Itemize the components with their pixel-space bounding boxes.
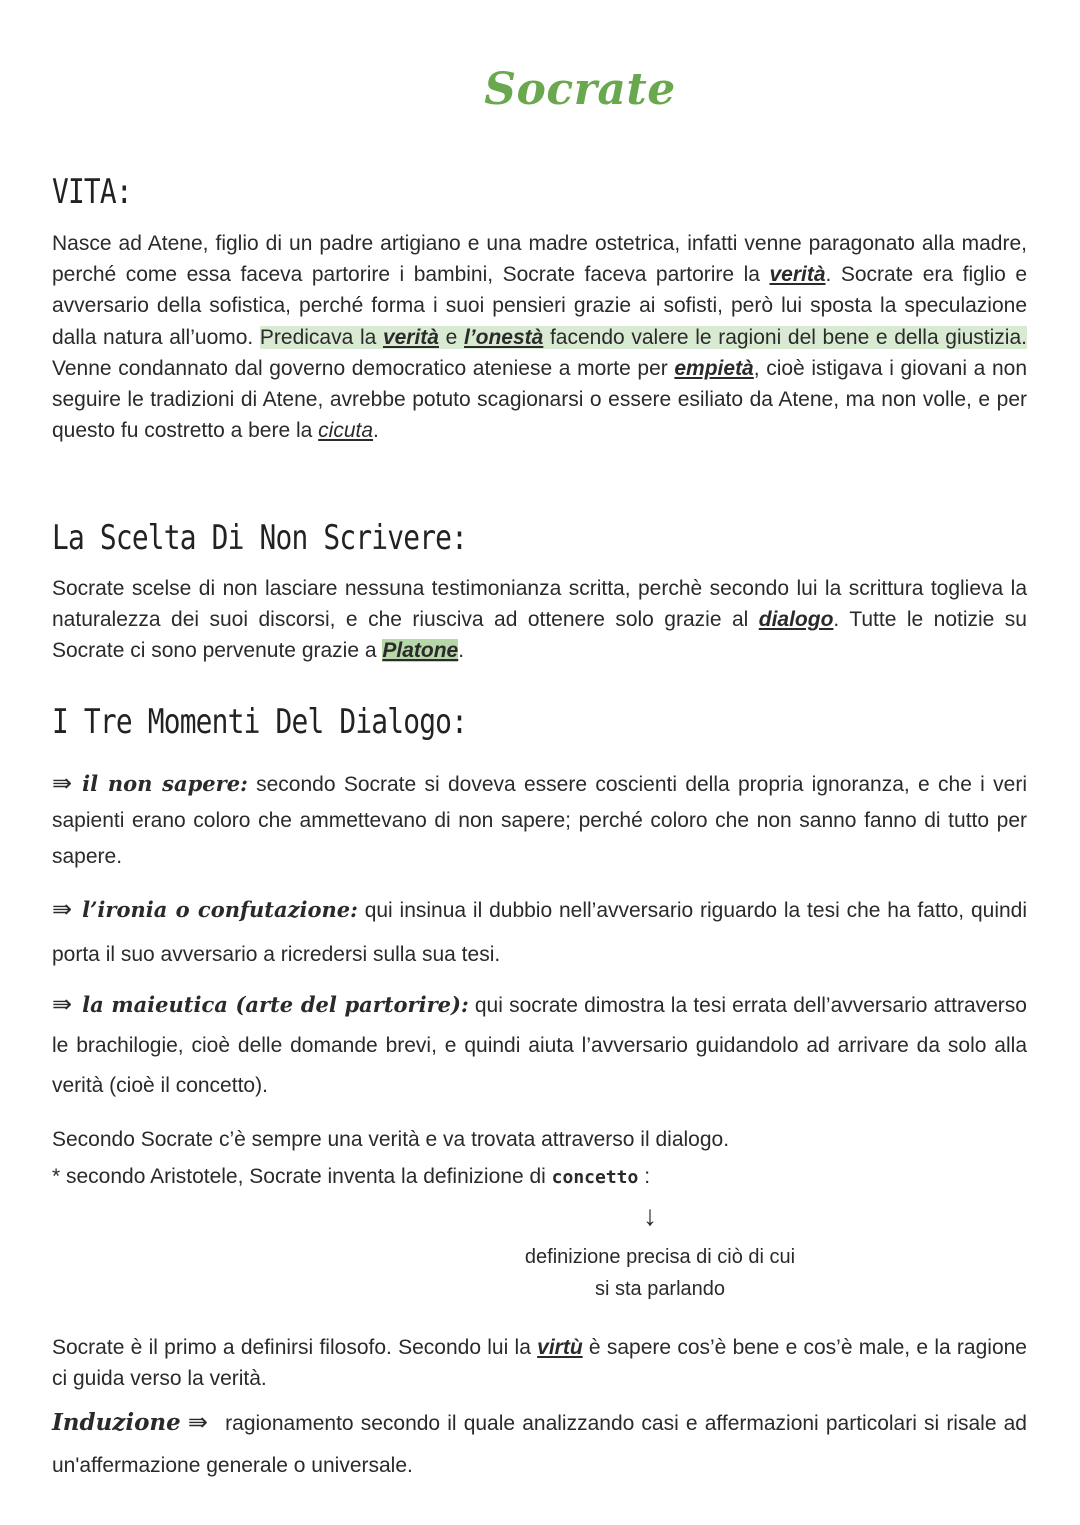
arrow-icon: ⇛ [52,896,73,923]
heading-scelta: La Scelta Di Non Scrivere: [52,518,468,558]
momento-2-label: l’ironia o confutazione: [82,897,358,922]
text: ragionamento secondo il quale analizzando casi e affermazioni particolari si risale ad un'affermazione generale o universale. [52,1412,1027,1477]
page-title: Socrate [484,64,676,115]
text: . Tutte le notizie su Socrate ci sono pervenute grazie a [52,608,1027,663]
concetto-line-2 [52,1161,1027,1193]
paragraph-scelta [52,573,1027,667]
momento-3-label: la maieutica (arte del partorire): [82,992,469,1017]
paragraph-induzione [52,1402,1027,1487]
text: Socrate scelse di non lasciare nessuna testimonianza scritta, perchè secondo lui la scrittura toglieva la naturalezza dei suoi discorsi, e che riusciva ad ottenere solo grazie al [52,577,1027,632]
highlight [260,326,1027,349]
text: : [638,1165,651,1188]
text: qui socrate dimostra la tesi errata dell’avversario attraverso le brachilogie, cioè delle domande brevi, e quindi aiuta l’avversario guidandolo ad arrivare da solo alla verità (cioè il concetto). [52,994,1027,1097]
keyword-virtu: virtù [537,1336,583,1359]
text: . [373,419,379,443]
momento-1 [52,766,1027,875]
keyword-concetto: concetto [551,1167,639,1188]
momento-2 [52,888,1027,977]
keyword-empieta: empietà [674,356,754,380]
keyword-platone: Platone [382,639,459,663]
heading-vita: VITA: [52,172,132,212]
text: * secondo Aristotele, Socrate inventa la definizione di [52,1165,552,1188]
text: Socrate è il primo a definirsi filosofo. Secondo lui la [52,1336,538,1359]
keyword-verita-2: verità [382,325,439,349]
text: qui insinua il dubbio nell’avversario riguardo la tesi che ha fatto, quindi porta il suo avversario a ricredersi sulla sua tesi. [52,899,1028,966]
arrow-icon: ⇛ [52,770,73,797]
paragraph-vita [52,228,1027,446]
arrow-icon: ⇛ [187,1409,209,1436]
text: facendo valere le ragioni del bene e della giustizia. [543,325,1027,349]
text: è sapere cos’è bene e cos’è male, e la ragione ci guida verso la verità. [52,1336,1027,1391]
text: . Socrate era figlio e avversario della sofistica, perché forma i suoi pensieri grazie ai sofisti, però lui sposta la speculazione dalla natura all’uomo. [52,263,1027,349]
momento-1-label: il non sapere: [82,771,248,796]
heading-momenti: I Tre Momenti Del Dialogo: [52,702,468,742]
definition-line-2: si sta parlando [594,1278,726,1300]
keyword-dialogo: dialogo [758,608,834,632]
definition-line-1: definizione precisa di ciò di cui [524,1246,796,1268]
induzione-label: Induzione [52,1409,181,1436]
text: Predicava la [259,325,383,349]
keyword-onesta: l’onestà [463,325,544,349]
down-arrow-icon: ↓ [643,1200,657,1231]
text: Nasce ad Atene, figlio di un padre artigiano e una madre ostetrica, infatti venne paragonato alla madre, perché come essa faceva partorire i bambini, Socrate faceva partorire la [52,232,1027,287]
concetto-line-1: Secondo Socrate c’è sempre una verità e va trovata attraverso il dialogo. [52,1128,730,1151]
momento-3 [52,985,1027,1106]
text: . [458,639,465,663]
text: e [438,325,464,349]
arrow-icon: ⇛ [52,991,73,1018]
keyword-cicuta: cicuta [318,419,374,443]
keyword-verita: verità [769,263,826,287]
text: secondo Socrate si doveva essere coscienti della propria ignoranza, e che i veri sapienti erano coloro che ammettevano di non sapere; perché coloro che non sanno fanno di tutto per sapere. [52,773,1027,868]
text: Venne condannato dal governo democratico ateniese a morte per [52,356,675,380]
text: , cioè istigava i giovani a non seguire le tradizioni di Atene, avrebbe potuto scagionarsi o essere esiliato da Atene, ma non volle, e per questo fu costretto a bere la [52,356,1027,443]
paragraph-filosofo [52,1332,1027,1394]
